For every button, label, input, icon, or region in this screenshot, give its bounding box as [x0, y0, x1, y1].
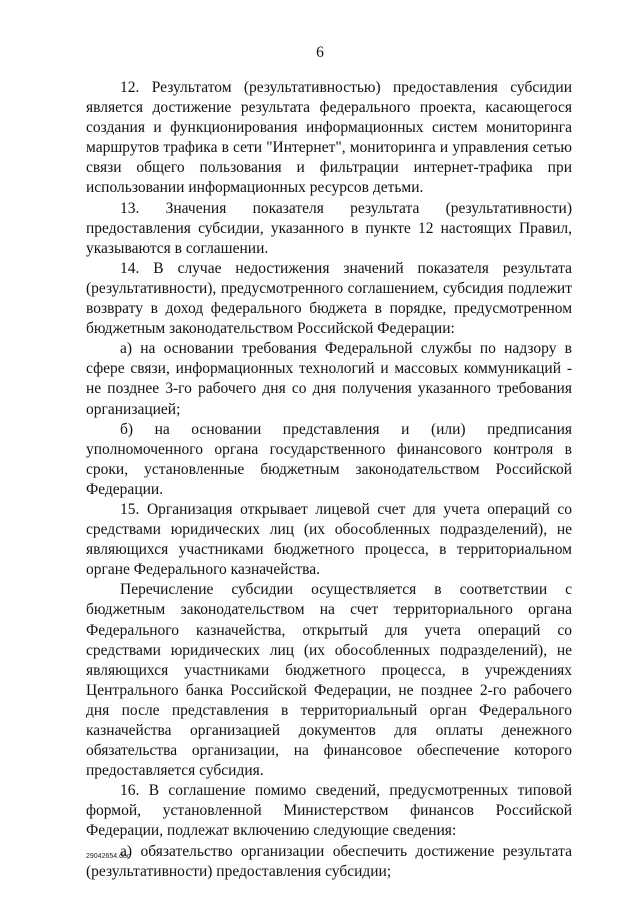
paragraph-13: 13. Значения показателя результата (результативности) предоставления субсидии, указанного в пункте 12 настоящих Правил, указываются в соглашении. [86, 199, 572, 257]
document-file-code: 29042654.doc [86, 853, 131, 860]
page-number: 6 [316, 44, 324, 61]
paragraph-15-transfer: Перечисление субсидии осуществляется в соответствии с бюджетным законодательством на счет территориального органа Федерального казначейства, открытый для учета операций со средствами юридических лиц (их обособленных подразделений), не являющихся участниками бюджетного процесса, в учреждениях Центрального банка Российской Федерации, не позднее 2-го рабочего дня после представления в территориальный орган Федерального казначейства организацией документов для оплаты денежного обязательства организации, на финансовое обеспечение которого предоставляется субсидия. [86, 581, 572, 780]
paragraph-16-a: а) обязательство организации обеспечить достижение результата (результативности) предоставления субсидии; [86, 842, 572, 880]
paragraph-15: 15. Организация открывает лицевой счет для учета операций со средствами юридических лиц (их обособленных подразделений), не являющихся участниками бюджетного процесса, в территориальном органе Федерального казначейства. [86, 500, 572, 579]
paragraph-16: 16. В соглашение помимо сведений, предусмотренных типовой формой, установленной Министерством финансов Российской Федерации, подлежат включению следующие сведения: [86, 782, 572, 840]
paragraph-14-b: б) на основании представления и (или) предписания уполномоченного органа государственного финансового контроля в сроки, установленные бюджетным законодательством Российской Федерации. [86, 420, 572, 498]
document-body [86, 78, 572, 882]
paragraph-12: 12. Результатом (результативностью) предоставления субсидии является достижение результата федерального проекта, касающегося создания и функционирования информационных систем мониторинга маршрутов трафика в сети "Интернет", мониторинга и управления сетью связи общего пользования и фильтрации интернет-трафика при использовании информационных ресурсов детьми. [86, 79, 572, 197]
paragraph-14-a: а) на основании требования Федеральной службы по надзору в сфере связи, информационных технологий и массовых коммуникаций - не позднее 3-го рабочего дня со дня получения указанного требования организацией; [86, 340, 572, 418]
paragraph-14: 14. В случае недостижения значений показателя результата (результативности), предусмотренного соглашением, субсидия подлежит возврату в доход федерального бюджета в порядке, предусмотренном бюджетным законодательством Российской Федерации: [86, 259, 572, 338]
